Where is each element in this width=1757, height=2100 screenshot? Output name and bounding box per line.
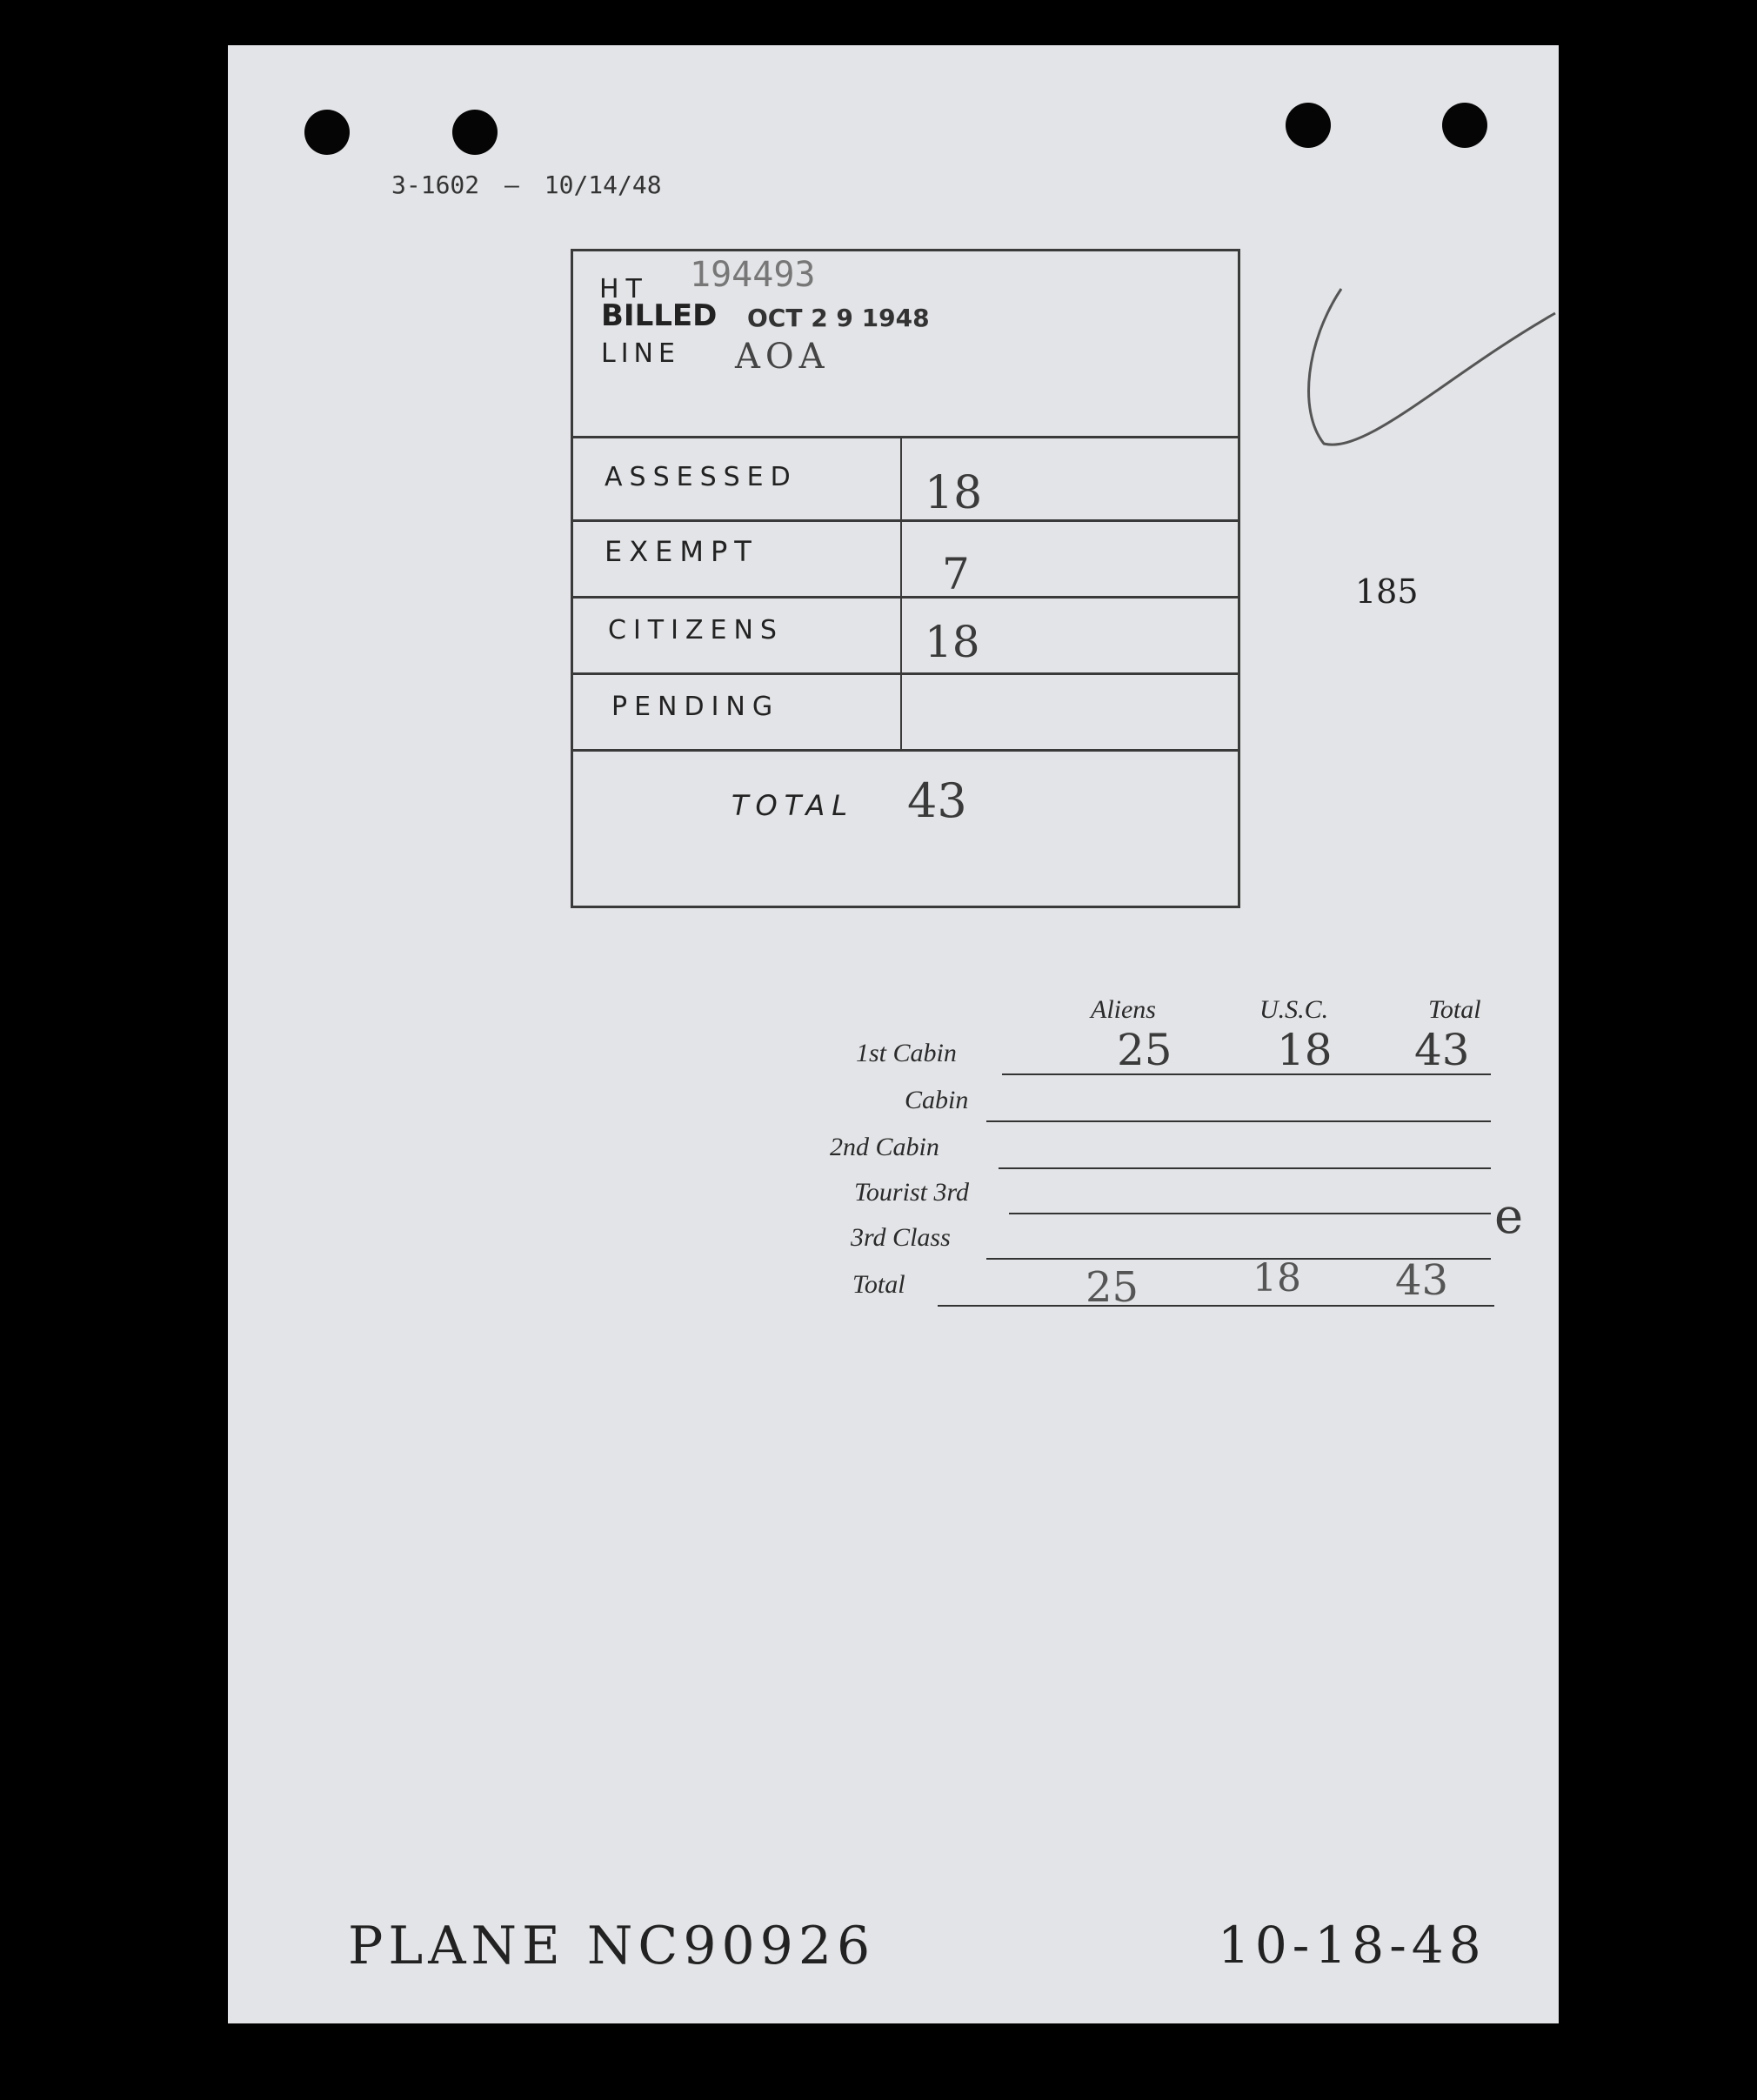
page-number: 185 <box>1355 572 1419 611</box>
punch-hole <box>304 110 350 155</box>
cabin-row-label: 2nd Cabin <box>830 1133 939 1161</box>
billed-label: BILLED <box>601 298 718 333</box>
tally-value-citizens: 18 <box>925 617 980 667</box>
tally-label-citizens: CITIZENS <box>608 615 784 645</box>
cabin-row-label: Cabin <box>905 1086 969 1114</box>
line-label: LINE <box>601 338 680 369</box>
tally-label-pending: PENDING <box>611 692 780 722</box>
cabin-row-usc: 18 <box>1277 1025 1333 1075</box>
cabin-row-total: 43 <box>1395 1256 1449 1305</box>
punch-hole <box>1286 103 1331 148</box>
column-header-aliens: Aliens <box>1091 995 1156 1024</box>
billed-date: OCT 2 9 1948 <box>747 304 930 332</box>
ht-label: HT <box>599 274 649 304</box>
header-separator: — <box>504 171 519 199</box>
cabin-row-total: 43 <box>1414 1025 1470 1075</box>
tally-total-value: 43 <box>907 773 967 828</box>
tally-label-assessed: ASSESSED <box>605 462 798 492</box>
tally-total-label: TOTAL <box>732 789 855 822</box>
punch-hole <box>452 110 498 155</box>
stamp-box <box>571 249 1240 908</box>
cabin-row-label: 1st Cabin <box>856 1039 957 1067</box>
cabin-row-usc: 18 <box>1253 1256 1301 1301</box>
tally-label-exempt: EXEMPT <box>605 535 758 568</box>
cabin-row-aliens: 25 <box>1086 1263 1139 1312</box>
tally-value-assessed: 18 <box>925 467 983 519</box>
cabin-row-label: 3rd Class <box>851 1223 951 1252</box>
line-value: AOA <box>735 337 830 377</box>
column-header-total: Total <box>1428 995 1481 1024</box>
column-header-usc: U.S.C. <box>1259 995 1329 1024</box>
form-code: 3-1602 <box>391 171 480 199</box>
footer-date: 10-18-48 <box>1218 1916 1486 1975</box>
tally-value-exempt: 7 <box>942 549 970 599</box>
cabin-row-label: Total <box>852 1270 905 1299</box>
margin-mark: e <box>1494 1188 1524 1245</box>
form-date: 10/14/48 <box>544 171 662 199</box>
ht-number: 194493 <box>690 255 816 295</box>
cabin-row-aliens: 25 <box>1117 1025 1172 1075</box>
check-mark-icon <box>1289 237 1559 480</box>
punch-hole <box>1442 103 1487 148</box>
cabin-row-label: Tourist 3rd <box>854 1178 970 1207</box>
form-header <box>391 171 662 199</box>
plane-number: PLANE NC90926 <box>348 1916 876 1976</box>
document-page <box>228 45 1559 2023</box>
